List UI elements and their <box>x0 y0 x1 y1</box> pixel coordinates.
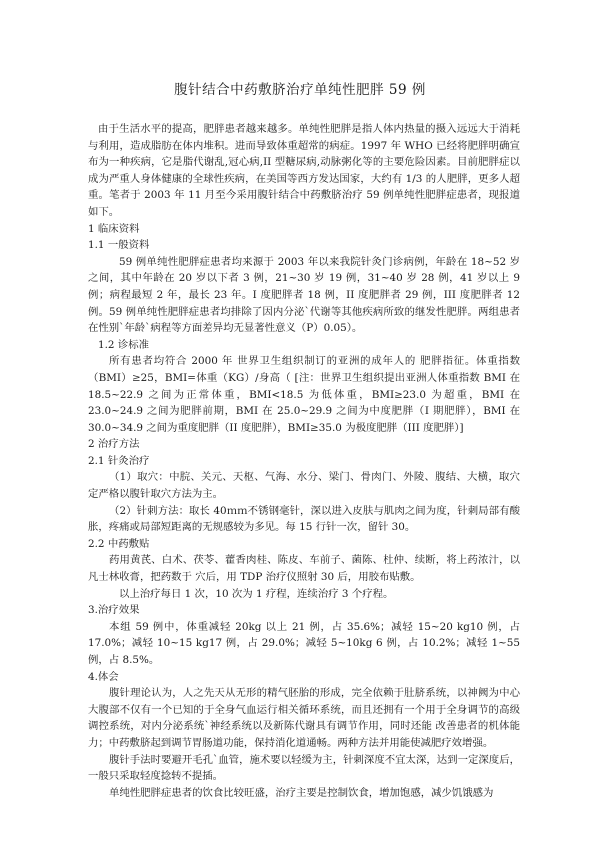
section-3-paragraph: 本组 59 例中，体重减轻 20kg 以上 21 例，占 35.6%；减轻 15~20 kg10 例，占 17.0%；减轻 10~15 kg17 例，占 29.0%；减轻 5~10kg 6 例，占 10.2%；减轻 1~55 例，占 8.5%。 <box>88 620 520 666</box>
section-1-heading: 1 临床资料 <box>88 222 140 235</box>
section-2-1-paragraph-a: （1）取穴：中脘、关元、天枢、气海、水分、梁门、骨肉门、外陵、腹结、大横，取穴定严格以腹针取穴方法为主。 <box>88 471 520 501</box>
intro-paragraph: 由于生活水平的提高，肥胖患者越来越多。单纯性肥胖是指人体内热量的摄入远远大于消耗与利用，造成脂肪在体内堆积。进而导致体重超常的病症。1997 年 WHO 已经将肥胖明确宣布为一种疾病，它是脂代谢乱,冠心病,II 型糖尿病,动脉粥化等的主要危险因素。目前肥胖症以成为严重人身体健康的全球性疾病，在美国等西方发达国家，大约有 1/3 的人肥胖，更多人超重。笔者于 2003 年 11 月至今采用腹针结合中药敷脐治疗 59 例单纯性肥胖症患者，现报道如下。 <box>88 123 520 218</box>
section-4-paragraph-3: 单纯性肥胖症患者的饮食比较旺盛，治疗主要是控制饮食，增加饱感，减少饥饿感为 <box>109 786 494 799</box>
section-2-1-heading: 2.1 针灸治疗 <box>88 454 150 467</box>
section-4-paragraph-2: 腹针手法时要避开毛孔`血管，施术要以轻缓为主，针刺深度不宜太深，达到一定深度后，一般只采取轻度捻转不提插。 <box>88 753 520 783</box>
section-1-2-paragraph: 所有患者均符合 2000 年 世界卫生组织制订的亚洲的成年人的 肥胖指征。体重指数（BMI）≥25，BMI=体重（KG）/身高（ [注：世界卫生组织提出亚洲人体重指数 BMI 在 18.5~22.9 之间为正常体重，BMI<18.5 为低体重，BMI≥23.0 为超重，BMI 在 23.0~24.9 之间为肥胖前期，BMI 在 25.0~29.9 之间为中度肥胖（I 期肥胖），BMI 在 30.0~34.9 之间为重度肥胖（II 度肥胖），BMI≥35.0 为极度肥胖（III 度肥胖）] <box>88 355 520 434</box>
section-1-2-heading: 1.2 诊标准 <box>98 338 149 351</box>
section-1-1-paragraph: 59 例单纯性肥胖症患者均来源于 2003 年以来我院针灸门诊病例，年龄在 18~52 岁之间，其中年龄在 20 岁以下者 3 例，21~30 岁 19 例，31~40 岁 28 例，41 岁以上 9 例；病程最短 2 年，最长 23 年。I 度肥胖者 18 例，II 度肥胖者 29 例，III 度肥胖者 12 例。59 例单纯性肥胖症患者均排除了因内分泌`代谢等其他疾病所致的继发性肥胖。两组患者在性别`年龄`病程等方面差异均无显著性意义（P）0.05）。 <box>88 255 520 335</box>
section-2-1-paragraph-b: （2）针刺方法：取长 40ｍｍ不锈钢毫针，深以进入皮肤与肌肉之间为度，针刺局部有酸胀，疼痛或局部短距离的无规感较为多见。每 15 行针一次，留针 30。 <box>88 504 520 534</box>
section-3-heading: 3.治疗效果 <box>88 604 140 617</box>
section-2-heading: 2 治疗方法 <box>88 438 140 451</box>
section-2-2-heading: 2.2 中药敷贴 <box>88 537 150 550</box>
document-title: 腹针结合中药敷脐治疗单纯性肥胖 59 例 <box>174 82 426 98</box>
document-body <box>88 121 520 801</box>
section-1-1-heading: 1.1 一般资料 <box>88 239 150 252</box>
section-2-2-paragraph-a: 药用黄芪、白术、茯苓、藿香肉桂、陈皮、车前子、菌陈、杜仲、续断，将上药浓汁，以凡士林收膏，把药数于 穴后，用 TDP 治疗仪照射 30 后，用胶布贴敷。 <box>88 554 520 584</box>
section-2-2-paragraph-b: 以上治疗每日 1 次，10 次为 1 疗程，连续治疗 3 个疗程。 <box>119 587 394 600</box>
section-4-heading: 4.体会 <box>88 670 119 683</box>
section-4-paragraph-1: 腹针理论认为，人之先天从无形的精气胚胎的形成，完全依赖于肚脐系统，以神阙为中心大腹部不仅有一个已知的于全身气血运行相关循环系统，而且还拥有一个用于全身调节的高级调控系统，对内分泌系统`神经系统以及新陈代谢具有调节作用，同时还能 改善患者的机体能力；中药敷脐起到调节胃肠道功能，保持消化道通畅。两种方法并用能使减肥疗效增强。 <box>88 687 520 749</box>
